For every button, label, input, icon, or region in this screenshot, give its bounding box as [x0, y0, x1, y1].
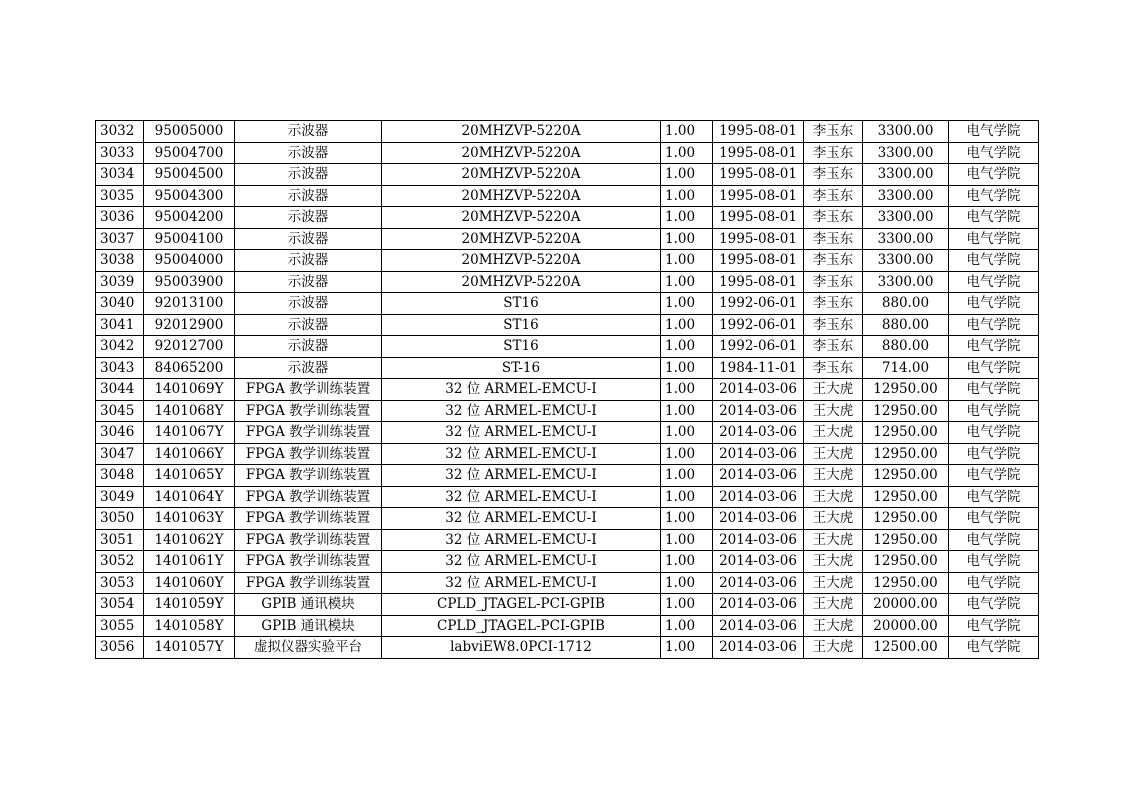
row-seq-cell: 3032: [96, 121, 144, 143]
quantity-cell: 1.00: [661, 551, 713, 573]
table-row: [96, 185, 1039, 207]
purchase-date-cell: 2014-03-06: [713, 508, 804, 530]
asset-number-cell: 95004500: [144, 164, 235, 186]
purchase-date-cell: 1995-08-01: [713, 207, 804, 229]
asset-number-cell: 1401061Y: [144, 551, 235, 573]
price-cell: 20000.00: [863, 594, 949, 616]
equipment-name-cell: 示波器: [235, 336, 382, 358]
price-cell: 12950.00: [863, 486, 949, 508]
keeper-cell: 李玉东: [804, 271, 863, 293]
equipment-name-cell: 示波器: [235, 314, 382, 336]
asset-number-cell: 1401057Y: [144, 637, 235, 659]
model-spec-cell: 20MHZVP-5220A: [382, 121, 661, 143]
model-spec-cell: 32 位 ARMEL-EMCU-I: [382, 551, 661, 573]
row-seq-cell: 3037: [96, 228, 144, 250]
keeper-cell: 王大虎: [804, 637, 863, 659]
purchase-date-cell: 2014-03-06: [713, 551, 804, 573]
keeper-cell: 王大虎: [804, 529, 863, 551]
equipment-name-cell: FPGA 教学训练装置: [235, 400, 382, 422]
model-spec-cell: 32 位 ARMEL-EMCU-I: [382, 529, 661, 551]
department-cell: 电气学院: [949, 185, 1039, 207]
quantity-cell: 1.00: [661, 379, 713, 401]
department-cell: 电气学院: [949, 271, 1039, 293]
row-seq-cell: 3055: [96, 615, 144, 637]
keeper-cell: 李玉东: [804, 121, 863, 143]
department-cell: 电气学院: [949, 637, 1039, 659]
keeper-cell: 王大虎: [804, 594, 863, 616]
purchase-date-cell: 2014-03-06: [713, 572, 804, 594]
keeper-cell: 李玉东: [804, 185, 863, 207]
asset-number-cell: 92013100: [144, 293, 235, 315]
model-spec-cell: ST-16: [382, 357, 661, 379]
asset-number-cell: 1401063Y: [144, 508, 235, 530]
table-row: [96, 422, 1039, 444]
table-row: [96, 121, 1039, 143]
quantity-cell: 1.00: [661, 164, 713, 186]
model-spec-cell: labviEW8.0PCI-1712: [382, 637, 661, 659]
quantity-cell: 1.00: [661, 508, 713, 530]
department-cell: 电气学院: [949, 207, 1039, 229]
model-spec-cell: 32 位 ARMEL-EMCU-I: [382, 465, 661, 487]
equipment-name-cell: 示波器: [235, 142, 382, 164]
equipment-name-cell: FPGA 教学训练装置: [235, 508, 382, 530]
row-seq-cell: 3042: [96, 336, 144, 358]
equipment-name-cell: FPGA 教学训练装置: [235, 379, 382, 401]
equipment-name-cell: FPGA 教学训练装置: [235, 529, 382, 551]
price-cell: 12950.00: [863, 572, 949, 594]
keeper-cell: 李玉东: [804, 164, 863, 186]
asset-number-cell: 1401065Y: [144, 465, 235, 487]
purchase-date-cell: 1992-06-01: [713, 336, 804, 358]
table-body: [96, 121, 1039, 659]
purchase-date-cell: 2014-03-06: [713, 615, 804, 637]
purchase-date-cell: 2014-03-06: [713, 379, 804, 401]
price-cell: 880.00: [863, 336, 949, 358]
keeper-cell: 王大虎: [804, 379, 863, 401]
keeper-cell: 王大虎: [804, 443, 863, 465]
keeper-cell: 李玉东: [804, 142, 863, 164]
table-row: [96, 529, 1039, 551]
quantity-cell: 1.00: [661, 207, 713, 229]
model-spec-cell: 20MHZVP-5220A: [382, 185, 661, 207]
table-row: [96, 400, 1039, 422]
keeper-cell: 李玉东: [804, 207, 863, 229]
department-cell: 电气学院: [949, 508, 1039, 530]
quantity-cell: 1.00: [661, 121, 713, 143]
table-row: [96, 572, 1039, 594]
row-seq-cell: 3045: [96, 400, 144, 422]
table-row: [96, 228, 1039, 250]
asset-number-cell: 84065200: [144, 357, 235, 379]
row-seq-cell: 3033: [96, 142, 144, 164]
table-row: [96, 486, 1039, 508]
asset-number-cell: 92012700: [144, 336, 235, 358]
table-row: [96, 465, 1039, 487]
quantity-cell: 1.00: [661, 250, 713, 272]
equipment-name-cell: 示波器: [235, 271, 382, 293]
quantity-cell: 1.00: [661, 336, 713, 358]
department-cell: 电气学院: [949, 465, 1039, 487]
purchase-date-cell: 1992-06-01: [713, 293, 804, 315]
purchase-date-cell: 2014-03-06: [713, 422, 804, 444]
asset-number-cell: 95004000: [144, 250, 235, 272]
model-spec-cell: 32 位 ARMEL-EMCU-I: [382, 379, 661, 401]
keeper-cell: 王大虎: [804, 615, 863, 637]
table-row: [96, 443, 1039, 465]
asset-number-cell: 95004700: [144, 142, 235, 164]
table-row: [96, 594, 1039, 616]
department-cell: 电气学院: [949, 293, 1039, 315]
department-cell: 电气学院: [949, 551, 1039, 573]
equipment-name-cell: 示波器: [235, 164, 382, 186]
model-spec-cell: 20MHZVP-5220A: [382, 164, 661, 186]
model-spec-cell: CPLD_JTAGEL-PCI-GPIB: [382, 615, 661, 637]
department-cell: 电气学院: [949, 228, 1039, 250]
quantity-cell: 1.00: [661, 271, 713, 293]
department-cell: 电气学院: [949, 379, 1039, 401]
price-cell: 12950.00: [863, 529, 949, 551]
table-row: [96, 314, 1039, 336]
price-cell: 12950.00: [863, 551, 949, 573]
asset-number-cell: 1401060Y: [144, 572, 235, 594]
model-spec-cell: 32 位 ARMEL-EMCU-I: [382, 443, 661, 465]
model-spec-cell: 20MHZVP-5220A: [382, 250, 661, 272]
asset-number-cell: 1401067Y: [144, 422, 235, 444]
department-cell: 电气学院: [949, 443, 1039, 465]
keeper-cell: 李玉东: [804, 293, 863, 315]
quantity-cell: 1.00: [661, 615, 713, 637]
price-cell: 714.00: [863, 357, 949, 379]
quantity-cell: 1.00: [661, 314, 713, 336]
equipment-name-cell: 示波器: [235, 228, 382, 250]
purchase-date-cell: 2014-03-06: [713, 594, 804, 616]
row-seq-cell: 3046: [96, 422, 144, 444]
model-spec-cell: 20MHZVP-5220A: [382, 142, 661, 164]
quantity-cell: 1.00: [661, 572, 713, 594]
purchase-date-cell: 2014-03-06: [713, 443, 804, 465]
purchase-date-cell: 1992-06-01: [713, 314, 804, 336]
asset-number-cell: 95003900: [144, 271, 235, 293]
price-cell: 3300.00: [863, 164, 949, 186]
table-row: [96, 164, 1039, 186]
purchase-date-cell: 2014-03-06: [713, 400, 804, 422]
row-seq-cell: 3054: [96, 594, 144, 616]
inventory-table: [95, 120, 1039, 659]
equipment-name-cell: 示波器: [235, 207, 382, 229]
equipment-name-cell: FPGA 教学训练装置: [235, 572, 382, 594]
keeper-cell: 李玉东: [804, 336, 863, 358]
department-cell: 电气学院: [949, 357, 1039, 379]
table-row: [96, 379, 1039, 401]
quantity-cell: 1.00: [661, 422, 713, 444]
keeper-cell: 李玉东: [804, 228, 863, 250]
table-row: [96, 637, 1039, 659]
row-seq-cell: 3052: [96, 551, 144, 573]
purchase-date-cell: 2014-03-06: [713, 637, 804, 659]
quantity-cell: 1.00: [661, 637, 713, 659]
equipment-name-cell: FPGA 教学训练装置: [235, 422, 382, 444]
row-seq-cell: 3048: [96, 465, 144, 487]
purchase-date-cell: 1995-08-01: [713, 250, 804, 272]
department-cell: 电气学院: [949, 121, 1039, 143]
quantity-cell: 1.00: [661, 400, 713, 422]
price-cell: 20000.00: [863, 615, 949, 637]
asset-number-cell: 1401058Y: [144, 615, 235, 637]
department-cell: 电气学院: [949, 594, 1039, 616]
model-spec-cell: ST16: [382, 336, 661, 358]
price-cell: 3300.00: [863, 271, 949, 293]
price-cell: 12950.00: [863, 422, 949, 444]
model-spec-cell: CPLD_JTAGEL-PCI-GPIB: [382, 594, 661, 616]
quantity-cell: 1.00: [661, 486, 713, 508]
keeper-cell: 王大虎: [804, 551, 863, 573]
table-row: [96, 357, 1039, 379]
row-seq-cell: 3050: [96, 508, 144, 530]
model-spec-cell: 20MHZVP-5220A: [382, 228, 661, 250]
price-cell: 12950.00: [863, 400, 949, 422]
row-seq-cell: 3039: [96, 271, 144, 293]
purchase-date-cell: 1984-11-01: [713, 357, 804, 379]
row-seq-cell: 3056: [96, 637, 144, 659]
table-row: [96, 615, 1039, 637]
department-cell: 电气学院: [949, 529, 1039, 551]
price-cell: 3300.00: [863, 207, 949, 229]
quantity-cell: 1.00: [661, 142, 713, 164]
model-spec-cell: 32 位 ARMEL-EMCU-I: [382, 508, 661, 530]
row-seq-cell: 3047: [96, 443, 144, 465]
model-spec-cell: 32 位 ARMEL-EMCU-I: [382, 400, 661, 422]
asset-number-cell: 95004200: [144, 207, 235, 229]
row-seq-cell: 3035: [96, 185, 144, 207]
table-row: [96, 142, 1039, 164]
asset-number-cell: 1401066Y: [144, 443, 235, 465]
model-spec-cell: ST16: [382, 314, 661, 336]
asset-number-cell: 1401069Y: [144, 379, 235, 401]
keeper-cell: 王大虎: [804, 508, 863, 530]
asset-number-cell: 1401059Y: [144, 594, 235, 616]
department-cell: 电气学院: [949, 142, 1039, 164]
keeper-cell: 王大虎: [804, 400, 863, 422]
equipment-name-cell: 示波器: [235, 293, 382, 315]
model-spec-cell: 20MHZVP-5220A: [382, 271, 661, 293]
equipment-name-cell: FPGA 教学训练装置: [235, 486, 382, 508]
keeper-cell: 王大虎: [804, 422, 863, 444]
table-row: [96, 207, 1039, 229]
keeper-cell: 李玉东: [804, 250, 863, 272]
department-cell: 电气学院: [949, 615, 1039, 637]
quantity-cell: 1.00: [661, 594, 713, 616]
department-cell: 电气学院: [949, 572, 1039, 594]
purchase-date-cell: 1995-08-01: [713, 121, 804, 143]
row-seq-cell: 3043: [96, 357, 144, 379]
purchase-date-cell: 2014-03-06: [713, 486, 804, 508]
quantity-cell: 1.00: [661, 529, 713, 551]
inventory-sheet: [95, 120, 1039, 659]
equipment-name-cell: 示波器: [235, 185, 382, 207]
table-row: [96, 508, 1039, 530]
price-cell: 880.00: [863, 314, 949, 336]
price-cell: 12950.00: [863, 465, 949, 487]
quantity-cell: 1.00: [661, 185, 713, 207]
price-cell: 12950.00: [863, 508, 949, 530]
table-row: [96, 250, 1039, 272]
purchase-date-cell: 1995-08-01: [713, 164, 804, 186]
row-seq-cell: 3044: [96, 379, 144, 401]
equipment-name-cell: GPIB 通讯模块: [235, 594, 382, 616]
asset-number-cell: 1401062Y: [144, 529, 235, 551]
row-seq-cell: 3034: [96, 164, 144, 186]
department-cell: 电气学院: [949, 400, 1039, 422]
keeper-cell: 王大虎: [804, 465, 863, 487]
price-cell: 12950.00: [863, 443, 949, 465]
price-cell: 12500.00: [863, 637, 949, 659]
quantity-cell: 1.00: [661, 357, 713, 379]
quantity-cell: 1.00: [661, 293, 713, 315]
table-row: [96, 271, 1039, 293]
row-seq-cell: 3036: [96, 207, 144, 229]
department-cell: 电气学院: [949, 336, 1039, 358]
purchase-date-cell: 1995-08-01: [713, 271, 804, 293]
price-cell: 3300.00: [863, 185, 949, 207]
department-cell: 电气学院: [949, 164, 1039, 186]
price-cell: 880.00: [863, 293, 949, 315]
equipment-name-cell: FPGA 教学训练装置: [235, 551, 382, 573]
equipment-name-cell: 示波器: [235, 250, 382, 272]
row-seq-cell: 3041: [96, 314, 144, 336]
model-spec-cell: 32 位 ARMEL-EMCU-I: [382, 422, 661, 444]
row-seq-cell: 3049: [96, 486, 144, 508]
department-cell: 电气学院: [949, 486, 1039, 508]
table-row: [96, 551, 1039, 573]
asset-number-cell: 95004300: [144, 185, 235, 207]
equipment-name-cell: 虚拟仪器实验平台: [235, 637, 382, 659]
equipment-name-cell: FPGA 教学训练装置: [235, 443, 382, 465]
keeper-cell: 李玉东: [804, 357, 863, 379]
table-row: [96, 293, 1039, 315]
row-seq-cell: 3038: [96, 250, 144, 272]
model-spec-cell: 20MHZVP-5220A: [382, 207, 661, 229]
price-cell: 3300.00: [863, 142, 949, 164]
purchase-date-cell: 1995-08-01: [713, 185, 804, 207]
price-cell: 3300.00: [863, 121, 949, 143]
keeper-cell: 王大虎: [804, 572, 863, 594]
asset-number-cell: 1401064Y: [144, 486, 235, 508]
purchase-date-cell: 1995-08-01: [713, 228, 804, 250]
quantity-cell: 1.00: [661, 465, 713, 487]
price-cell: 3300.00: [863, 250, 949, 272]
price-cell: 3300.00: [863, 228, 949, 250]
model-spec-cell: 32 位 ARMEL-EMCU-I: [382, 572, 661, 594]
equipment-name-cell: 示波器: [235, 357, 382, 379]
asset-number-cell: 92012900: [144, 314, 235, 336]
purchase-date-cell: 1995-08-01: [713, 142, 804, 164]
equipment-name-cell: GPIB 通讯模块: [235, 615, 382, 637]
model-spec-cell: 32 位 ARMEL-EMCU-I: [382, 486, 661, 508]
equipment-name-cell: FPGA 教学训练装置: [235, 465, 382, 487]
asset-number-cell: 1401068Y: [144, 400, 235, 422]
equipment-name-cell: 示波器: [235, 121, 382, 143]
department-cell: 电气学院: [949, 314, 1039, 336]
purchase-date-cell: 2014-03-06: [713, 465, 804, 487]
price-cell: 12950.00: [863, 379, 949, 401]
quantity-cell: 1.00: [661, 443, 713, 465]
quantity-cell: 1.00: [661, 228, 713, 250]
keeper-cell: 王大虎: [804, 486, 863, 508]
row-seq-cell: 3053: [96, 572, 144, 594]
keeper-cell: 李玉东: [804, 314, 863, 336]
asset-number-cell: 95005000: [144, 121, 235, 143]
model-spec-cell: ST16: [382, 293, 661, 315]
row-seq-cell: 3040: [96, 293, 144, 315]
department-cell: 电气学院: [949, 422, 1039, 444]
purchase-date-cell: 2014-03-06: [713, 529, 804, 551]
row-seq-cell: 3051: [96, 529, 144, 551]
asset-number-cell: 95004100: [144, 228, 235, 250]
table-row: [96, 336, 1039, 358]
department-cell: 电气学院: [949, 250, 1039, 272]
